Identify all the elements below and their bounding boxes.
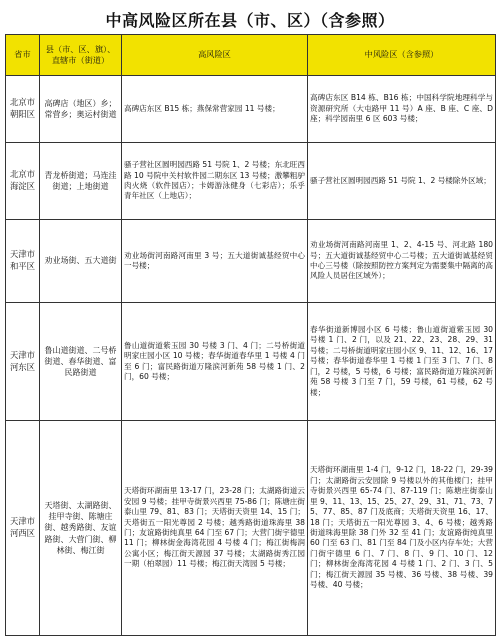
cell-mid-risk <box>308 220 496 303</box>
table-row <box>6 220 496 303</box>
cell-text: 骚子营社区圆明园西路 51 号院 1、2 号楼；东北旺西路 10 号院中关村软件园二期东区 13 号楼；激攀粗驴肉火烧（软件园店）；卡姆游泳健身（七彩店）；乐乎青年社区（上地店）； <box>124 160 305 201</box>
table-row <box>6 421 496 636</box>
cell-mid-risk <box>308 76 496 143</box>
cell-county: 劝业场街、五大道街 <box>40 220 122 303</box>
header-mid-risk: 中风险区（含参照） <box>308 35 496 76</box>
cell-city: 北京市朝阳区 <box>6 76 40 143</box>
cell-text: 春华街道新博园小区 6 号楼；鲁山道街道紫玉园 30 号楼 1 门、2 门，以及 21、22、23、28、29、31 号楼；二号桥街道明家庄园小区 9、11、12、16、17 号楼；春华街道春华里 1 号楼 1 门至 3 门、7 门、8 门，2 号楼，5 号楼，6 号楼；富民路街道万隆滨河新苑 58 号楼 3 门至 7 门，59 号楼，61 号楼，62 号楼； <box>310 324 493 397</box>
table-header-row <box>6 35 496 76</box>
cell-city: 天津市河东区 <box>6 303 40 421</box>
cell-county: 鲁山道街道、二号桥街道、春华街道、富民路街道 <box>40 303 122 421</box>
cell-county: 天塔街、太湖路街、挂甲寺街、陈塘庄街、越秀路街、友谊路街、大营门街、柳林街、梅江街 <box>40 421 122 636</box>
table-row <box>6 303 496 421</box>
cell-city: 天津市河西区 <box>6 421 40 636</box>
cell-high-risk <box>122 76 308 143</box>
cell-county: 高碑店（地区）乡；常营乡；奥运村街道 <box>40 76 122 143</box>
cell-text: 劝业场街河南路河南里 3 号；五大道街诚基经贸中心一号楼； <box>124 250 305 270</box>
cell-text: 鲁山道街道紫玉园 30 号楼 3 门、4 门；二号桥街道明家庄园小区 10 号楼；春华街道春华里 1 号楼 4 门至 6 门；富民路街道万隆滨河新苑 58 号楼 1 门、2 门，60 号楼； <box>124 340 305 381</box>
cell-city: 北京市海淀区 <box>6 143 40 220</box>
cell-text: 高碑店东区 B14 栋、B16 栋；中国科学院地理科学与资源研究所（大屯路甲 11 号）A 座、B 座、C 座、D 座；科学园南里 6 区 603 号楼； <box>310 93 493 124</box>
header-county: 县（市、区、旗）、直辖市（街道） <box>40 35 122 76</box>
cell-mid-risk <box>308 303 496 421</box>
cell-text: 高碑店东区 B15 栋；燕保常营家园 11 号楼； <box>124 103 280 113</box>
header-city: 省市 <box>6 35 40 76</box>
table-row <box>6 143 496 220</box>
header-high-risk: 高风险区 <box>122 35 308 76</box>
cell-text: 劝业场街河南路河南里 1、2、4-15 号、河北路 180 号；五大道街诚基经贸中心二号楼；五大道街诚基经贸中心三号楼（除按照防控方案判定为需要集中隔离的高风险人员居住区域外）； <box>310 240 493 281</box>
cell-text: 天塔街环湖南里 1-4 门，9-12 门，18-22 门，29-39 门；太湖路街云安园除 9 号楼以外的其他楼门；挂甲寺街景兴西里 65-74 门、87-119 门；陈塘庄街泰山里 9、11、13、15、25、27、29、31、71、73、75、77、85、87 门及底商；天塔街天资里 16、17、18 门；天塔街五一阳光尊园 3、4、6 号楼；越秀路街道珠海里除 38 门外 32 至 41 门；友谊路街纯真里 60 门至 63 门、81 门至 84 门及小区内存车处；大营门街宇德里 6 门、7 门、8 门、9 门、10 门、12 门；柳林街金海湾花园 4 号楼 1 门、2 门、3 门、5 门；梅江街天源园 35 号楼、36 号楼、38 号楼、39 号楼、40 号楼； <box>310 465 493 590</box>
cell-high-risk <box>122 220 308 303</box>
cell-mid-risk <box>308 143 496 220</box>
cell-city: 天津市和平区 <box>6 220 40 303</box>
table-row <box>6 76 496 143</box>
cell-text: 骚子营社区圆明园西路 51 号院 1、2 号楼除外区域； <box>310 175 491 185</box>
risk-area-table <box>5 34 496 636</box>
cell-county: 青龙桥街道；马连洼街道；上地街道 <box>40 143 122 220</box>
cell-high-risk <box>122 421 308 636</box>
cell-high-risk <box>122 143 308 220</box>
page-title: 中高风险区所在县（市、区）（含参照） <box>105 11 395 30</box>
cell-high-risk <box>122 303 308 421</box>
cell-text: 天塔街环湖南里 13-17 门，23-28 门；太湖路街道云安园 9 号楼；挂甲寺街景兴西里 75-86 门；陈塘庄街泰山里 79、81、83 门；天塔街天资里 14、15 门；天塔街五一阳光尊园 2 号楼；越秀路街道珠海里 38 门；友谊路街纯真里 64 门至 67 门；大营门街宇德里 11 门；柳林街金海湾花园 4 号楼 4 门；梅江街梅润公寓小区；梅江街天源园 37 号楼；太湖路街秀江园一期（柏翠园）11 号楼；梅江街天湾园 5 号楼； <box>124 486 305 569</box>
cell-mid-risk <box>308 421 496 636</box>
